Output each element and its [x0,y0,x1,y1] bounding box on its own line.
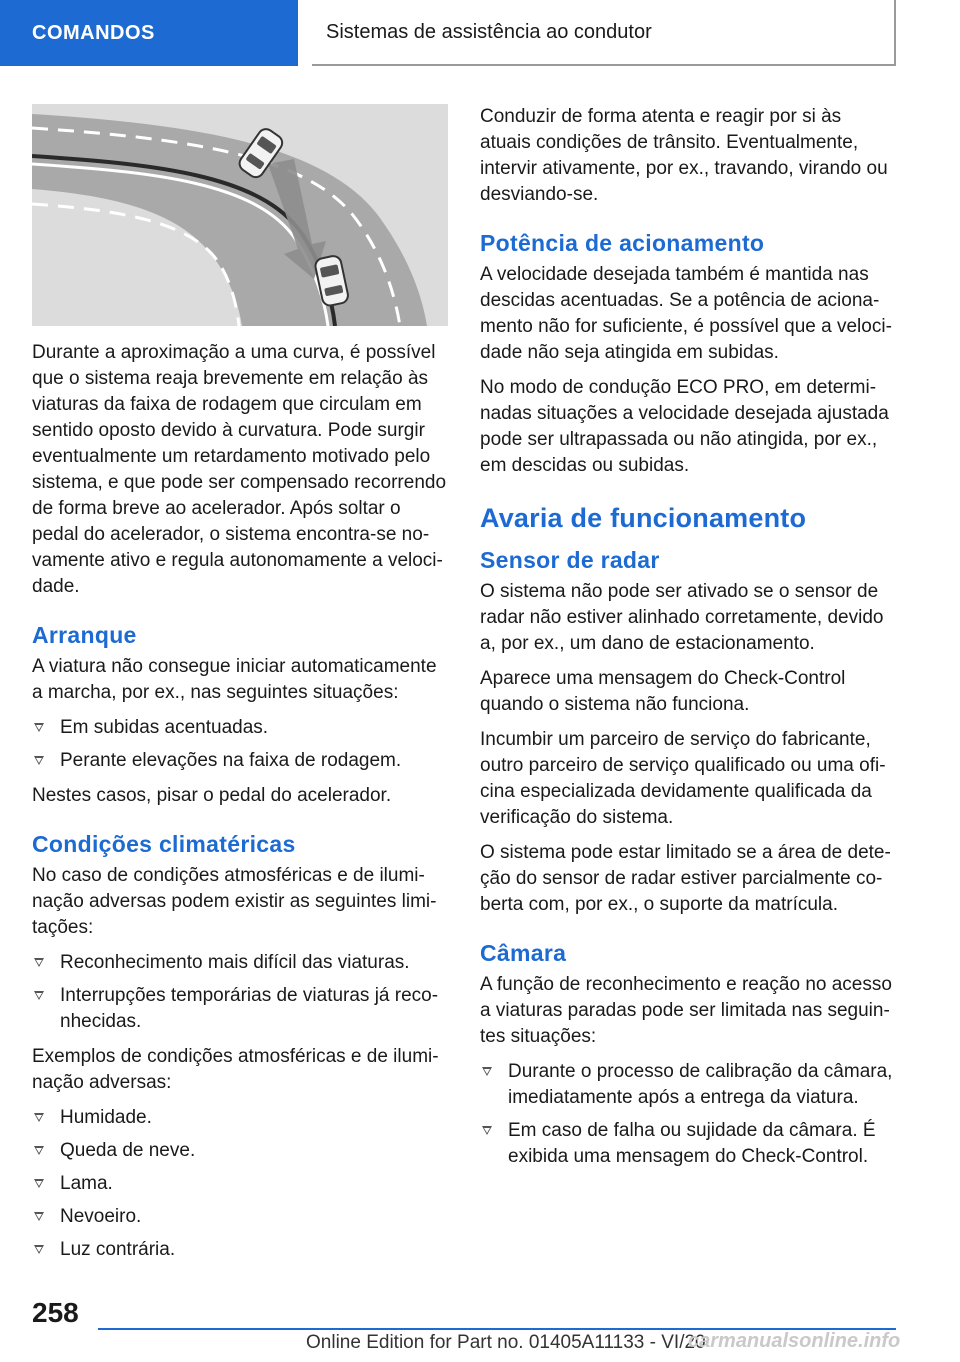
list-item: Luz contrária. [32,1237,448,1263]
heading-sensor: Sensor de radar [480,547,660,573]
list-item: Lama. [32,1171,448,1197]
intro-paragraph: Conduzir de forma atenta e reagir por si às atuais condições de trânsito. Eventualmente, intervir ativamente, por ex., travando, virando ou desviando-se. [480,106,888,205]
watermark: carmanualsonline.info [688,1330,901,1352]
triangle-bullet-icon [34,1245,44,1254]
triangle-bullet-icon [34,756,44,765]
sensor-p3: Incumbir um parceiro de serviço do fabricante, outro parceiro de serviço qualificado ou uma oficina especializada devidamente qualificada da verificação do sistema. [480,729,886,828]
heading-condicoes: Condições climatéricas [32,831,296,857]
camara-intro: A função de reconhecimento e reação no acesso a viaturas paradas pode ser limitada nas seguintes situações: [480,974,892,1047]
list-item: Em subidas acentuadas. [32,715,448,741]
curve-illustration [32,104,448,326]
triangle-bullet-icon [34,991,44,1000]
arranque-list [32,715,448,774]
condicoes-intro: No caso de condições atmosféricas e de iluminação adversas podem existir as seguintes limitações: [32,865,437,938]
potencia-p2: No modo de condução ECO PRO, em determinadas situações a velocidade desejada ajustada pode ser ultrapassada ou não atingida, por ex., em descidas ou subidas. [480,377,889,476]
triangle-bullet-icon [34,723,44,732]
examples-list [32,1105,448,1263]
list-item: Queda de neve. [32,1138,448,1164]
list-item: Humidade. [32,1105,448,1131]
camara-list [480,1059,896,1170]
examples-intro: Exemplos de condições atmosféricas e de iluminação adversas: [32,1046,439,1093]
heading-arranque: Arranque [32,622,137,648]
condicoes-list [32,950,448,1035]
left-column [32,104,448,1272]
list-item: Perante elevações na faixa de rodagem. [32,748,448,774]
triangle-bullet-icon [34,1146,44,1155]
list-item: Em caso de falha ou sujidade da câmara. É exibida uma mensagem do Check-Control. [480,1118,896,1170]
list-item: Nevoeiro. [32,1204,448,1230]
right-column [480,104,896,1179]
list-item: Durante o processo de calibração da câmara, imediatamente após a entrega da viatura. [480,1059,896,1111]
list-item: Interrupções temporárias de viaturas já reconhecidas. [32,983,448,1035]
arranque-intro: A viatura não consegue iniciar automaticamente a marcha, por ex., nas seguintes situações: [32,656,437,703]
triangle-bullet-icon [34,958,44,967]
edition-text: Online Edition for Part no. 01405A11133 - VI/20 [306,1332,706,1353]
triangle-bullet-icon [482,1126,492,1135]
sensor-p4: O sistema pode estar limitado se a área de deteção do sensor de radar estiver parcialmente coberta com, por ex., o suporte da matrícula. [480,842,891,915]
sensor-p1: O sistema não pode ser ativado se o sensor de radar não estiver alinhado corretamente, devido a, por ex., um dano de estacionamento. [480,581,884,654]
triangle-bullet-icon [34,1113,44,1122]
list-item: Reconhecimento mais difícil das viaturas. [32,950,448,976]
page-number: 258 [32,1297,79,1328]
chapter-title: Sistemas de assistência ao condutor [312,0,896,66]
heading-camara: Câmara [480,940,567,966]
triangle-bullet-icon [482,1067,492,1076]
sensor-p2: Aparece uma mensagem do Check-Control quando o sistema não funciona. [480,668,846,715]
heading-avaria: Avaria de funcionamento [480,503,807,533]
section-tab: COMANDOS [0,0,298,66]
arranque-outro: Nestes casos, pisar o pedal do acelerador. [32,785,392,806]
triangle-bullet-icon [34,1179,44,1188]
triangle-bullet-icon [34,1212,44,1221]
heading-potencia: Potência de acionamento [480,230,765,256]
figure-caption: Durante a aproximação a uma curva, é possível que o sistema reaja brevemente em relação às viaturas da faixa de rodagem que circulam em sentido oposto devido à curvatura. Pode surgir eventualmente um retardamento motivado pelo sistema, e que pode ser compensado recorrendo de forma breve ao acelerador. Após soltar o pedal do acelerador, o sistema encontra-se novamente ativo e regula autonomamente a velocidade. [32,342,447,597]
potencia-p1: A velocidade desejada também é mantida nas descidas acentuadas. Se a potência de acionamento não for suficiente, é possível que a velocidade não seja atingida em subidas. [480,264,892,363]
